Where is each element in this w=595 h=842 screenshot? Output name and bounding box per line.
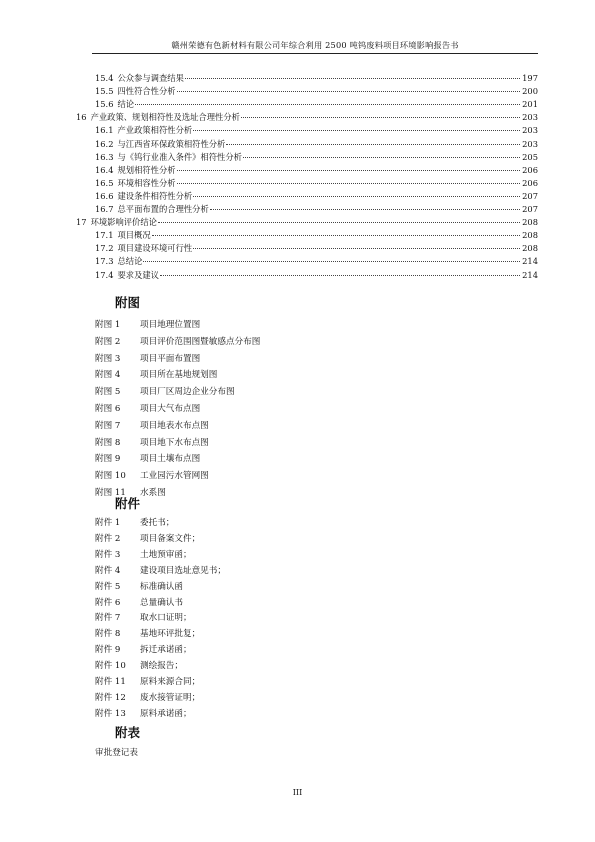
list-item [95,516,174,528]
toc-entry-title: 公众参与调查结果 [117,73,184,83]
list-item-text: 工业园污水管网图 [140,471,209,482]
list-item-text: 总量确认书 [140,597,183,608]
list-item-label: 附件 5 [95,581,121,592]
list-item [95,707,192,719]
list-item [95,596,183,608]
toc-entry [95,164,538,175]
toc-dot-leader [160,275,520,276]
list-item [95,691,200,703]
toc-entry-title: 环境影响评价结论 [90,217,157,228]
toc-entry-page: 208 [522,243,538,254]
toc-entry-number: 17.3 [95,256,114,267]
toc-entry-page: 205 [522,151,538,162]
toc-entry-page: 203 [522,112,538,123]
list-item [95,564,226,576]
toc-entry-title: 与江西省环保政策相符性分析 [117,138,226,149]
toc-entry-number: 16.6 [95,190,114,201]
list-item [95,436,209,448]
list-item-text: 项目备案文件； [140,533,201,544]
toc-entry-number: 17.1 [95,230,114,241]
toc-dot-leader [177,183,521,184]
figures-heading: 附图 [115,295,141,310]
toc-entry-page: 201 [522,99,538,110]
list-item-label: 附件 4 [95,565,121,576]
list-item [95,452,200,464]
toc-dot-leader [158,222,520,223]
toc-entry-number: 17 [76,217,87,228]
toc-entry [95,203,538,214]
list-item-text: 项目评价范围图暨敏感点分布图 [140,336,261,347]
toc-dot-leader [241,117,520,118]
toc-entry-title: 总平面布置的合理性分析 [117,204,209,214]
list-item-label: 附件 11 [95,677,126,687]
running-header: 赣州荣德有色新材料有限公司年综合利用 2500 吨钨废料项目环境影响报告书 [171,40,459,50]
list-item [95,419,209,431]
list-item-text: 委托书； [140,518,175,528]
toc-entry [95,229,538,240]
list-item [95,352,200,364]
list-item-text: 测绘报告； [140,661,183,672]
toc-dot-leader [135,104,520,105]
toc-entry-title: 产业政策相符性分析 [117,125,193,136]
list-item-text: 项目地表水布点图 [140,420,209,431]
toc-entry [76,216,538,227]
toc-entry-title: 建设条件相符性分析 [117,190,193,201]
toc-entry [95,255,538,266]
list-item-label: 附图 11 [95,488,126,498]
list-item-label: 附图 2 [95,336,121,347]
list-item-text: 审批登记表 [95,748,138,758]
list-item-label: 附图 10 [95,471,126,482]
toc-dot-leader [243,157,520,158]
list-item [95,627,200,639]
toc-entry-title: 项目建设环境可行性 [117,243,193,254]
toc-entry-title: 总结论 [117,256,143,267]
toc-entry-page: 214 [522,256,538,267]
toc-entry-number: 16.1 [95,125,114,136]
list-item-text: 拆迁承诺函； [140,645,192,656]
list-item-label: 附图 8 [95,437,121,448]
toc-dot-leader [185,78,520,79]
toc-entry-page: 206 [522,177,538,188]
list-item-label: 附图 5 [95,387,121,398]
toc-entry-page: 208 [522,230,538,241]
toc-entry-title: 环境相容性分析 [117,177,176,188]
list-item-text: 取水口证明； [140,613,192,624]
toc-entry [95,242,538,253]
toc-entry-title: 四性符合性分析 [117,86,176,97]
toc-entry-page: 203 [522,125,538,136]
list-item-text: 原料承诺函； [140,708,192,719]
list-item-text: 项目地下水布点图 [140,437,209,448]
list-item [95,402,200,414]
list-item [95,469,209,481]
toc-dot-leader [210,209,520,210]
toc-entry-page: 208 [522,217,538,228]
toc-entry [95,269,538,280]
toc-entry-number: 16.2 [95,138,114,149]
toc-entry-number: 16.7 [95,204,114,214]
list-item-label: 附件 2 [95,533,121,544]
list-item [95,335,260,347]
list-item-label: 附件 10 [95,661,126,672]
toc-entry-title: 要求及建议 [117,269,159,280]
list-item-label: 附图 3 [95,353,121,364]
list-item-text: 项目土壤布点图 [140,454,201,465]
toc-entry-title: 产业政策、规划相符性及选址合理性分析 [90,112,240,123]
list-item-label: 附件 12 [95,692,126,703]
list-item [95,643,192,655]
list-item-label: 附图 7 [95,420,121,431]
list-item [95,385,235,397]
list-item-text: 废水接管证明； [140,692,201,703]
toc-dot-leader [193,130,520,131]
toc-dot-leader [226,144,520,145]
list-item-label: 附件 3 [95,549,121,560]
list-item-label: 附件 9 [95,645,121,656]
tables-heading: 附表 [115,725,141,740]
list-item [95,675,200,687]
toc-dot-leader [143,261,520,262]
toc-entry-number: 16 [76,112,87,123]
toc-entry [95,98,538,109]
list-item-label: 附图 4 [95,370,121,381]
page-number: III [292,788,303,797]
list-item-label: 附件 6 [95,597,121,608]
toc-entry [95,72,538,83]
toc-entry-title: 项目概况 [117,230,151,241]
toc-entry-title: 结论 [117,99,135,110]
toc-entry [95,138,538,149]
list-item [95,368,217,380]
list-item-text: 项目所在基地规划图 [140,370,218,381]
toc-entry [95,85,538,96]
toc-entry-page: 200 [522,86,538,97]
list-item-text: 项目地理位置图 [140,320,201,330]
toc-entry-number: 16.4 [95,164,114,175]
list-item [95,548,192,560]
toc-dot-leader [152,235,520,236]
toc-entry-title: 与《钨行业准入条件》相符性分析 [117,151,242,162]
toc-dot-leader [193,196,520,197]
list-item-label: 附件 8 [95,629,121,640]
toc-entry [76,111,538,122]
toc-entry-page: 207 [522,204,538,214]
list-item [95,580,183,592]
list-item-label: 附件 7 [95,613,121,624]
list-item [95,611,192,623]
list-item-text: 基地环评批复； [140,629,201,640]
toc-entry-page: 206 [522,164,538,175]
toc-entry [95,177,538,188]
list-item-label: 附件 13 [95,708,126,719]
toc-entry-number: 16.3 [95,151,114,162]
attachments-heading: 附件 [115,496,141,511]
list-item-text: 水系图 [140,488,166,498]
toc-entry [95,124,538,135]
list-item-text: 原料来源合同； [140,677,201,687]
list-item [95,318,200,330]
toc-dot-leader [177,91,521,92]
toc-entry-number: 15.5 [95,86,114,97]
toc-entry-title: 规划相符性分析 [117,164,176,175]
list-item-text: 土地预审函； [140,549,192,560]
toc-entry-number: 17.2 [95,243,114,254]
list-item [95,746,138,758]
toc-entry [95,190,538,201]
toc-dot-leader [177,170,521,171]
list-item-label: 附图 9 [95,454,121,465]
list-item-label: 附件 1 [95,518,121,528]
list-item-text: 项目厂区周边企业分布图 [140,387,235,398]
list-item-label: 附图 6 [95,404,121,414]
list-item-text: 标准确认函 [140,581,183,592]
toc-dot-leader [193,248,520,249]
list-item-text: 项目平面布置图 [140,353,201,364]
toc-entry-number: 17.4 [95,269,114,280]
list-item-label: 附图 1 [95,320,121,330]
list-item [95,532,200,544]
toc-entry-number: 15.6 [95,99,114,110]
toc-entry-page: 214 [522,269,538,280]
toc-entry-page: 197 [522,73,538,83]
toc-entry-page: 207 [522,190,538,201]
toc-entry-number: 16.5 [95,177,114,188]
list-item-text: 项目大气布点图 [140,404,201,414]
header-divider [92,53,538,54]
toc-entry-number: 15.4 [95,73,114,83]
toc-entry-page: 203 [522,138,538,149]
toc-entry [95,151,538,162]
list-item-text: 建设项目选址意见书； [140,565,226,576]
list-item [95,659,183,671]
